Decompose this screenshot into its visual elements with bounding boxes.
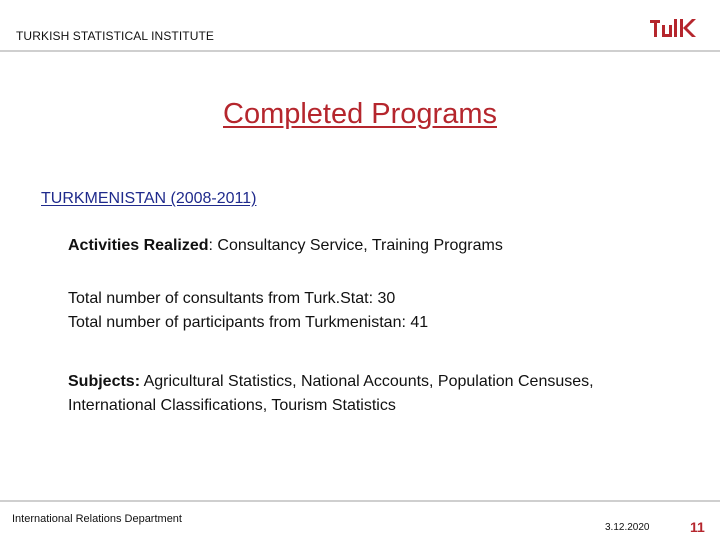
tuik-logo-icon <box>650 17 700 39</box>
activities-value: : Consultancy Service, Training Programs <box>208 237 503 254</box>
footer-divider <box>0 500 720 502</box>
activities-label: Activities Realized <box>68 237 209 254</box>
subjects-line-1: Agricultural Statistics, National Accounts, Population Censuses, <box>140 373 594 390</box>
subjects-line-2: International Classifications, Tourism Statistics <box>68 397 396 414</box>
header-institute-name: TURKISH STATISTICAL INSTITUTE <box>16 29 215 43</box>
footer-department: International Relations Department <box>12 513 182 525</box>
subjects-label: Subjects: <box>68 373 141 390</box>
totals-paragraph <box>68 287 688 335</box>
country-heading[interactable]: TURKMENISTAN (2008-2011) <box>41 190 257 207</box>
subjects-paragraph <box>68 370 688 418</box>
slide-title: Completed Programs <box>223 98 497 130</box>
page-number: 11 <box>690 519 705 535</box>
consultants-line: Total number of consultants from Turk.Stat: 30 <box>68 290 396 307</box>
participants-line: Total number of participants from Turkmenistan: 41 <box>68 314 429 331</box>
activities-paragraph <box>68 234 688 258</box>
header-divider <box>0 50 720 52</box>
footer-date: 3.12.2020 <box>605 522 650 533</box>
